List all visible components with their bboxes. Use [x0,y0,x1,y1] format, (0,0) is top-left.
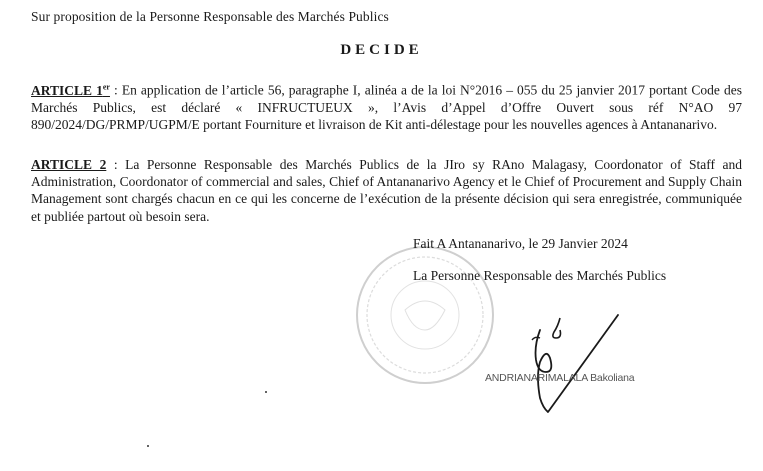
place-date: Fait A Antananarivo, le 29 Janvier 2024 [413,236,628,251]
official-stamp [350,240,500,390]
speck [147,445,149,447]
article-2: ARTICLE 2 : La Personne Responsable des Marchés Publics de la JIro sy RAno Malagasy, Coordonator of Staff and Administration, Coordonator of commercial and sales, Chief of Antananarivo Agency et le Chief of Procurement and Supply Chain Management sont chargés chacun en ce qui les concerne de l’exécution de la présente décision qui sera enregistrée, communiquée et publiée partout où besoin sera. [31,157,742,224]
speck [265,391,267,393]
article-1: ARTICLE 1er : En application de l’article 56, paragraphe I, alinéa a de la loi N°2016 – 055 du 25 janvier 2017 portant Code des Marchés Publics, est déclaré « INFRUCTUEUX », l’Avis d’Appel d’Offre Ouvert sous réf N°AO 97 890/2024/DG/PRMP/UGPM/E portant Fourniture et livraison de Kit anti-délestage pour les nouvelles agences à Antananarivo. [31,82,742,132]
article-2-text: La Personne Responsable des Marchés Publics de la JIro sy RAno Malagasy, Coordonator of Staff and Administration, Coordonator of commercial and sales, Chief of Antananarivo Agency et le Chief of Procurement and Supply Chain Management sont chargés chacun en ce qui les concerne de l’exécution de la présente décision qui sera enregistrée, communiquée et publiée partout où besoin sera. [31,157,742,224]
handwritten-signature [520,310,630,425]
article-1-label: ARTICLE 1er [31,82,110,98]
signatory-title: La Personne Responsable des Marchés Publics [413,268,667,283]
intro-line: Sur proposition de la Personne Responsable des Marchés Publics [31,9,389,24]
decide-heading: DECIDE [340,42,423,58]
article-2-label: ARTICLE 2 [31,157,107,172]
article-1-text: En application de l’article 56, paragraphe I, alinéa a de la loi N°2016 – 055 du 25 janvier 2017 portant Code des Marchés Publics, est déclaré « INFRUCTUEUX », l’Avis d’Appel d’Offre Ouvert sous réf N°AO 97 890/2024/DG/PRMP/UGPM/E portant Fourniture et livraison de Kit anti-délestage pour les nouvelles agences à Antananarivo. [31,82,742,132]
signer-name: ANDRIANARIMALALA Bakoliana [485,372,635,384]
